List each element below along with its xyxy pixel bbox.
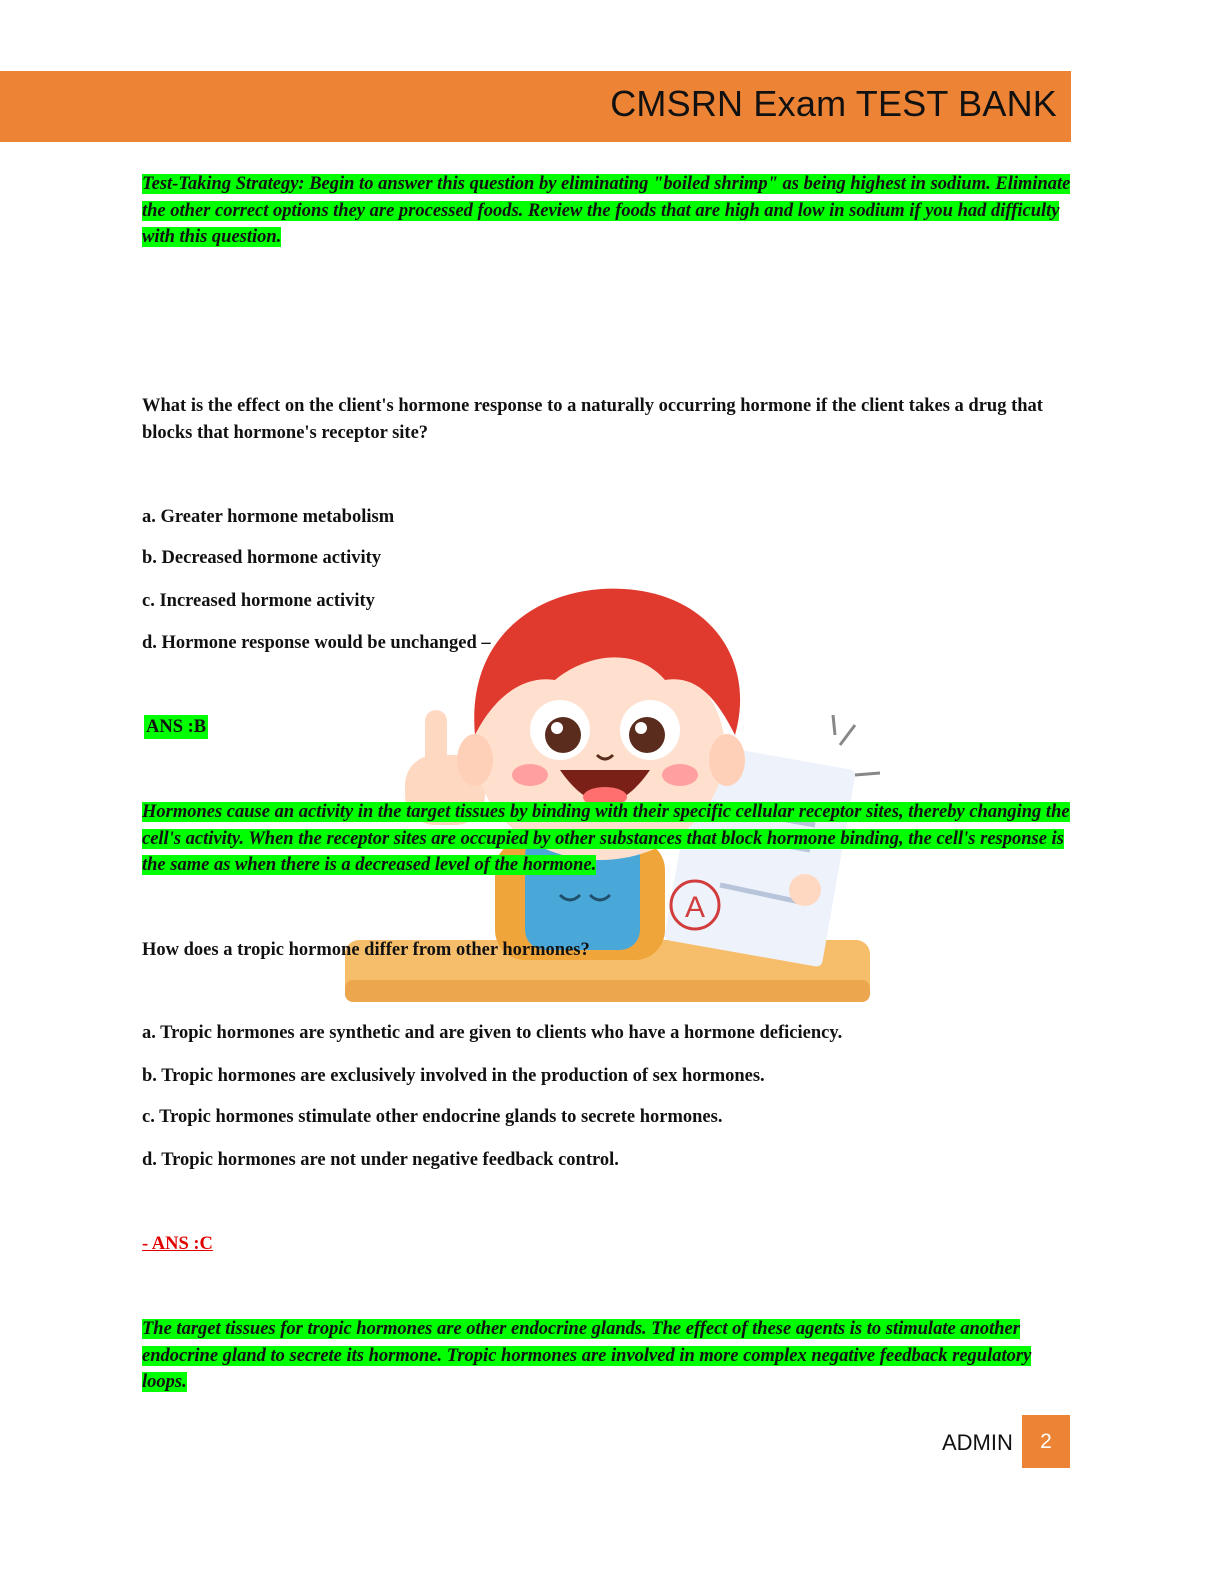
q1-option-c: c. Increased hormone activity bbox=[142, 591, 375, 611]
footer-author: ADMIN bbox=[942, 1430, 1013, 1455]
right-hand bbox=[789, 874, 821, 906]
q2-option-d: d. Tropic hormones are not under negative feedback control. bbox=[142, 1150, 619, 1170]
q2-option-b: b. Tropic hormones are exclusively involved in the production of sex hormones. bbox=[142, 1066, 765, 1086]
question-2: How does a tropic hormone differ from other hormones? bbox=[142, 940, 590, 960]
ear-left bbox=[457, 734, 493, 786]
q2-option-c: c. Tropic hormones stimulate other endocrine glands to secrete hormones. bbox=[142, 1107, 723, 1127]
cheek-right bbox=[662, 764, 698, 786]
page-number: 2 bbox=[1022, 1415, 1070, 1468]
q1-answer: ANS :B bbox=[146, 717, 207, 737]
q2-option-a: a. Tropic hormones are synthetic and are given to clients who have a hormone deficiency. bbox=[142, 1023, 843, 1043]
desk-edge bbox=[345, 980, 870, 1002]
svg-text:A: A bbox=[685, 891, 706, 924]
q1-option-b: b. Decreased hormone activity bbox=[142, 548, 382, 568]
q2-answer: - ANS :C bbox=[142, 1234, 213, 1254]
document-title: CMSRN Exam TEST BANK bbox=[610, 83, 1057, 124]
q1-rationale: Hormones cause an activity in the target tissues by binding with their specific cellular receptor sites, thereby changing the cell's activity. When the receptor sites are occupied by other substances that block hormone binding, the cell's response is the same as when there is a decreased level of the hormone. bbox=[142, 802, 1070, 875]
q1-option-a: a. Greater hormone metabolism bbox=[142, 507, 395, 527]
ear-right bbox=[709, 734, 745, 786]
test-taking-strategy: Test-Taking Strategy: Begin to answer this question by eliminating "boiled shrimp" as being highest in sodium. Eliminate the other correct options they are processed foods. Review the foods that are high and low in sodium if you had difficulty with this question. bbox=[142, 174, 1071, 247]
q1-option-d: d. Hormone response would be unchanged – bbox=[142, 633, 491, 653]
question-1: What is the effect on the client's hormone response to a naturally occurring hormone if the client takes a drug that blocks that hormone's receptor site? bbox=[142, 396, 1043, 443]
thumb bbox=[425, 710, 447, 770]
q2-rationale: The target tissues for tropic hormones are other endocrine glands. The effect of these agents is to stimulate another endocrine gland to secrete its hormone. Tropic hormones are involved in more complex negative feedback regulatory loops. bbox=[142, 1319, 1032, 1392]
cheek-left bbox=[512, 764, 548, 786]
header-bar bbox=[0, 71, 1071, 142]
